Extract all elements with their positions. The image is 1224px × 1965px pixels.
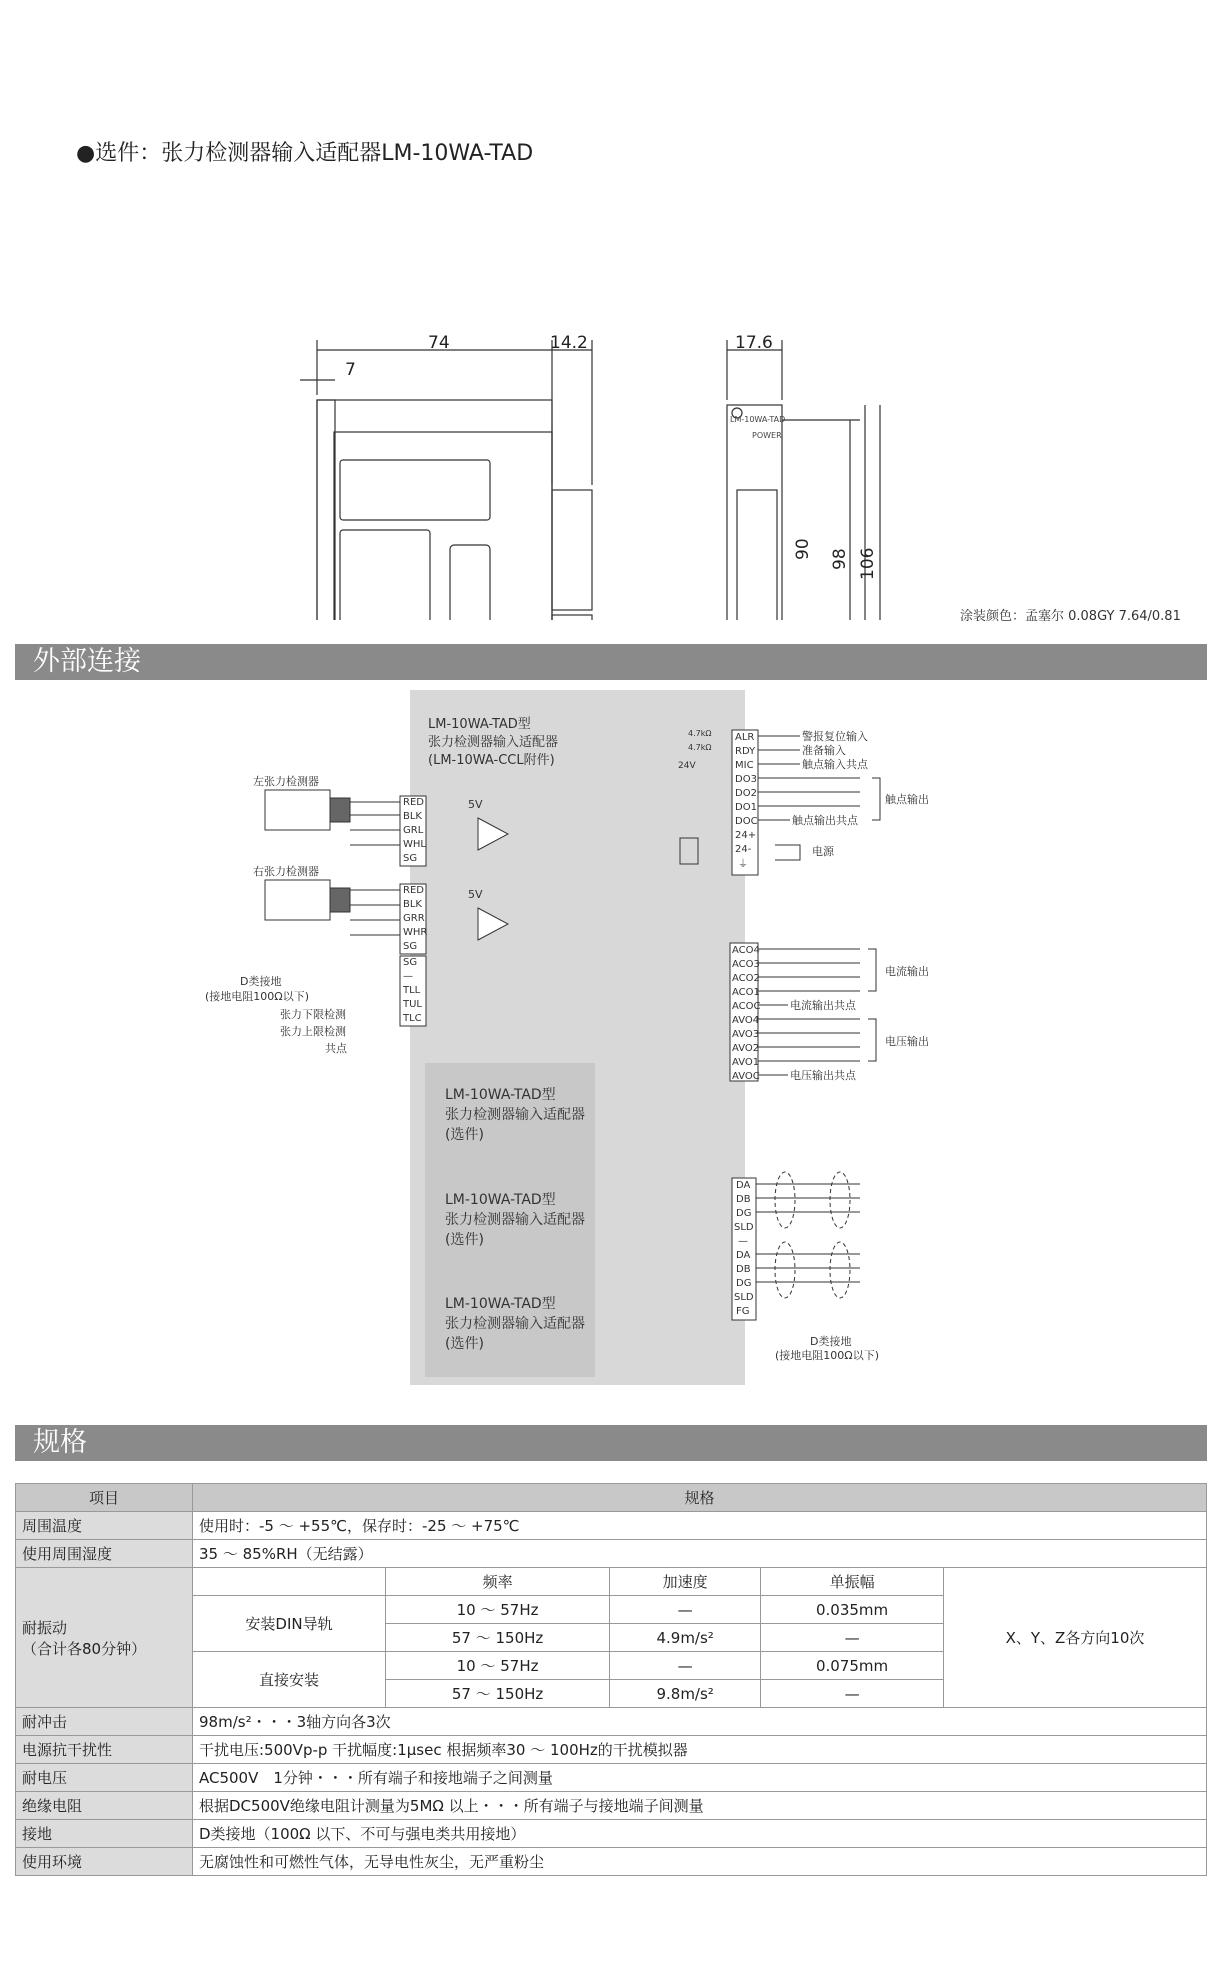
freq-4: 57 ～ 150Hz	[386, 1680, 610, 1708]
term-red-r: RED	[403, 885, 424, 896]
term-aco2: ACO2	[732, 973, 760, 984]
acc-4: 9.8m/s²	[610, 1680, 761, 1708]
acc-3: —	[610, 1652, 761, 1680]
term-fg: FG	[736, 1306, 750, 1317]
term-dg-2: DG	[736, 1278, 752, 1289]
volt-value: AC500V 1分钟・・・所有端子和接地端子之间测量	[193, 1764, 1207, 1792]
term-sld-2: SLD	[734, 1292, 754, 1303]
direct-label: 直接安装	[193, 1652, 386, 1708]
dim-106: 106	[858, 547, 878, 580]
dim-14-2: 14.2	[550, 333, 588, 353]
v24-label: 24V	[678, 761, 696, 771]
term-da-1: DA	[736, 1180, 751, 1191]
term-sg-r: SG	[403, 941, 418, 952]
common-label: 共点	[325, 1042, 347, 1055]
term-24p: 24+	[735, 830, 757, 841]
connection-diagram	[0, 690, 1224, 1410]
bullet: ●	[76, 141, 96, 166]
option-box-2-line2: 张力检测器输入适配器	[445, 1212, 585, 1228]
shock-label: 耐冲击	[16, 1708, 193, 1736]
ins-label: 绝缘电阻	[16, 1792, 193, 1820]
comm-terminals	[732, 1178, 756, 1320]
vib-label	[16, 1568, 193, 1708]
hum-label: 使用周围湿度	[16, 1540, 193, 1568]
right-sensor-box	[265, 880, 330, 920]
analog-terminals	[730, 943, 761, 1082]
d-ground2-note: (接地电阻100Ω以下)	[775, 1349, 879, 1362]
terminal-block-lower	[552, 615, 592, 620]
term-da-2: DA	[736, 1250, 751, 1261]
v5-right: 5V	[468, 888, 483, 901]
resistor-2: 4.7kΩ	[688, 743, 712, 752]
term-db-1: DB	[736, 1194, 751, 1205]
shock-value: 98m/s²・・・3轴方向各3次	[193, 1708, 1207, 1736]
section-spec: 规格	[15, 1425, 1207, 1461]
volt-label: 耐电压	[16, 1764, 193, 1792]
term-doc: DOC	[735, 816, 758, 827]
voltage-out-label: 电压输出	[885, 1035, 929, 1048]
power-label: POWER	[752, 431, 782, 440]
term-avo4: AVO4	[732, 1015, 760, 1026]
d-ground-label: D类接地	[240, 975, 282, 988]
env-value: 无腐蚀性和可燃性气体，无导电性灰尘，无严重粉尘	[193, 1848, 1207, 1876]
vib-amp-header: 单振幅	[761, 1568, 944, 1596]
term-24n: 24-	[735, 844, 752, 855]
term-do2: DO2	[735, 788, 757, 799]
ins-value: 根据DC500V绝缘电阻计测量为5MΩ 以上・・・所有端子与接地端子间测量	[193, 1792, 1207, 1820]
right-sensor-label: 右张力检测器	[253, 865, 319, 878]
noise-value: 干扰电压:500Vp-p 干扰幅度:1μsec 根据频率30 ～ 100Hz的干扰模拟器	[193, 1736, 1207, 1764]
amp-4: —	[761, 1680, 944, 1708]
amp-1: 0.035mm	[761, 1596, 944, 1624]
paint-note: 涂装颜色：孟塞尔 0.08GY 7.64/0.81	[960, 609, 1181, 624]
v5-left: 5V	[468, 798, 483, 811]
option-box-1-line1: LM-10WA-TAD型	[445, 1087, 556, 1103]
term-db-2: DB	[736, 1264, 751, 1275]
term-whl: WHL	[403, 839, 426, 850]
term-grl: GRL	[403, 825, 424, 836]
ready-label: 准备输入	[802, 744, 846, 757]
term-rdy: RDY	[735, 746, 756, 757]
term-mic: MIC	[735, 760, 754, 771]
dim-74: 74	[428, 333, 450, 353]
left-terminals	[400, 796, 427, 1026]
left-sensor-box	[265, 790, 330, 830]
option-box-2-line1: LM-10WA-TAD型	[445, 1192, 556, 1208]
voltage-common-label: 电压输出共点	[790, 1069, 856, 1082]
contact-out-label: 触点输出	[885, 793, 929, 806]
term-aco3: ACO3	[732, 959, 760, 970]
terminal-block-upper	[552, 490, 592, 610]
temp-value: 使用时：-5 ～ +55℃，保存时：-25 ～ +75℃	[193, 1512, 1207, 1540]
term-avo1: AVO1	[732, 1057, 760, 1068]
amp-2: —	[761, 1624, 944, 1652]
option-box-3	[425, 1272, 595, 1377]
option-box-2-line3: (选件)	[445, 1232, 484, 1248]
noise-label: 电源抗干扰性	[16, 1736, 193, 1764]
col-item: 项目	[16, 1484, 193, 1512]
term-dash-2: —	[738, 1236, 748, 1247]
option-title-text: 选件：张力检测器输入适配器LM-10WA-TAD	[95, 141, 534, 166]
contact-common-out-label: 触点输出共点	[792, 814, 858, 827]
term-aco4: ACO4	[732, 945, 760, 956]
vib-label-sub: （合计各80分钟）	[22, 1639, 147, 1658]
gnd-value: D类接地（100Ω 以下、不可与强电类共用接地）	[193, 1820, 1207, 1848]
option-box-1-line2: 张力检测器输入适配器	[445, 1107, 585, 1123]
option-box-1	[425, 1063, 595, 1168]
current-out-label: 电流输出	[885, 965, 929, 978]
resistor-1: 4.7kΩ	[688, 729, 712, 738]
adapter-title-1: LM-10WA-TAD型	[428, 717, 531, 732]
upper-limit-label: 张力上限检测	[280, 1025, 346, 1038]
model-plate: LM-10WA-TAD	[730, 415, 786, 424]
lower-limit-label: 张力下限检测	[280, 1008, 346, 1021]
dim-98: 98	[830, 548, 850, 570]
term-sg-3: SG	[403, 957, 418, 968]
ground-icon: ⏚	[738, 859, 748, 870]
option-box-3-line1: LM-10WA-TAD型	[445, 1296, 556, 1312]
power-supply-label: 电源	[812, 845, 834, 858]
term-alr: ALR	[735, 732, 755, 743]
alarm-reset-label: 警报复位输入	[802, 730, 868, 743]
term-tul: TUL	[403, 999, 422, 1010]
dim-17-6: 17.6	[735, 333, 773, 353]
term-red-l: RED	[403, 797, 424, 808]
adapter-title-3: (LM-10WA-CCL附件)	[428, 753, 555, 768]
term-acoc: ACOC	[732, 1001, 761, 1012]
dimension-drawing	[0, 160, 1224, 620]
freq-3: 10 ～ 57Hz	[386, 1652, 610, 1680]
option-box-3-line3: (选件)	[445, 1336, 484, 1352]
current-common-label: 电流输出共点	[790, 999, 856, 1012]
vib-acc-header: 加速度	[610, 1568, 761, 1596]
temp-label: 周围温度	[16, 1512, 193, 1540]
term-avo3: AVO3	[732, 1029, 760, 1040]
vib-freq-header: 频率	[386, 1568, 610, 1596]
vib-label-text: 耐振动	[22, 1618, 68, 1637]
hum-value: 35 ～ 85%RH（无结露）	[193, 1540, 1207, 1568]
col-spec: 规格	[193, 1484, 1207, 1512]
d-ground-note: (接地电阻100Ω以下)	[205, 990, 309, 1003]
term-sld-1: SLD	[734, 1222, 754, 1233]
section-external: 外部连接	[15, 644, 1207, 680]
acc-1: —	[610, 1596, 761, 1624]
term-dg-1: DG	[736, 1208, 752, 1219]
term-aco1: ACO1	[732, 987, 760, 998]
acc-2: 4.9m/s²	[610, 1624, 761, 1652]
term-avoc: AVOC	[732, 1071, 760, 1082]
term-sg-l: SG	[403, 853, 418, 864]
gnd-label: 接地	[16, 1820, 193, 1848]
term-do1: DO1	[735, 802, 757, 813]
term-blk-r: BLK	[403, 899, 422, 910]
dim-7: 7	[345, 360, 356, 380]
dim-90: 90	[793, 538, 813, 560]
term-blk-l: BLK	[403, 811, 422, 822]
option-box-3-line2: 张力检测器输入适配器	[445, 1316, 585, 1332]
vib-xyz: X、Y、Z各方向10次	[944, 1568, 1207, 1708]
term-do3: DO3	[735, 774, 757, 785]
spec-table	[15, 1483, 1207, 1876]
front-view-body	[317, 400, 552, 620]
freq-2: 57 ～ 150Hz	[386, 1624, 610, 1652]
term-avo2: AVO2	[732, 1043, 760, 1054]
term-whr: WHR	[403, 927, 428, 938]
d-ground2-label: D类接地	[810, 1335, 852, 1348]
env-label: 使用环境	[16, 1848, 193, 1876]
left-sensor-label: 左张力检测器	[253, 775, 319, 788]
contact-common-in-label: 触点输入共点	[802, 758, 868, 771]
freq-1: 10 ～ 57Hz	[386, 1596, 610, 1624]
adapter-title-2: 张力检测器输入适配器	[428, 735, 559, 750]
option-box-2	[425, 1168, 595, 1273]
option-box-1-line3: (选件)	[445, 1127, 484, 1143]
term-tlc: TLC	[403, 1013, 422, 1024]
term-dash: —	[403, 971, 413, 982]
term-grr: GRR	[403, 913, 425, 924]
din-label: 安装DIN导轨	[193, 1596, 386, 1652]
term-tll: TLL	[403, 985, 421, 996]
amp-3: 0.075mm	[761, 1652, 944, 1680]
